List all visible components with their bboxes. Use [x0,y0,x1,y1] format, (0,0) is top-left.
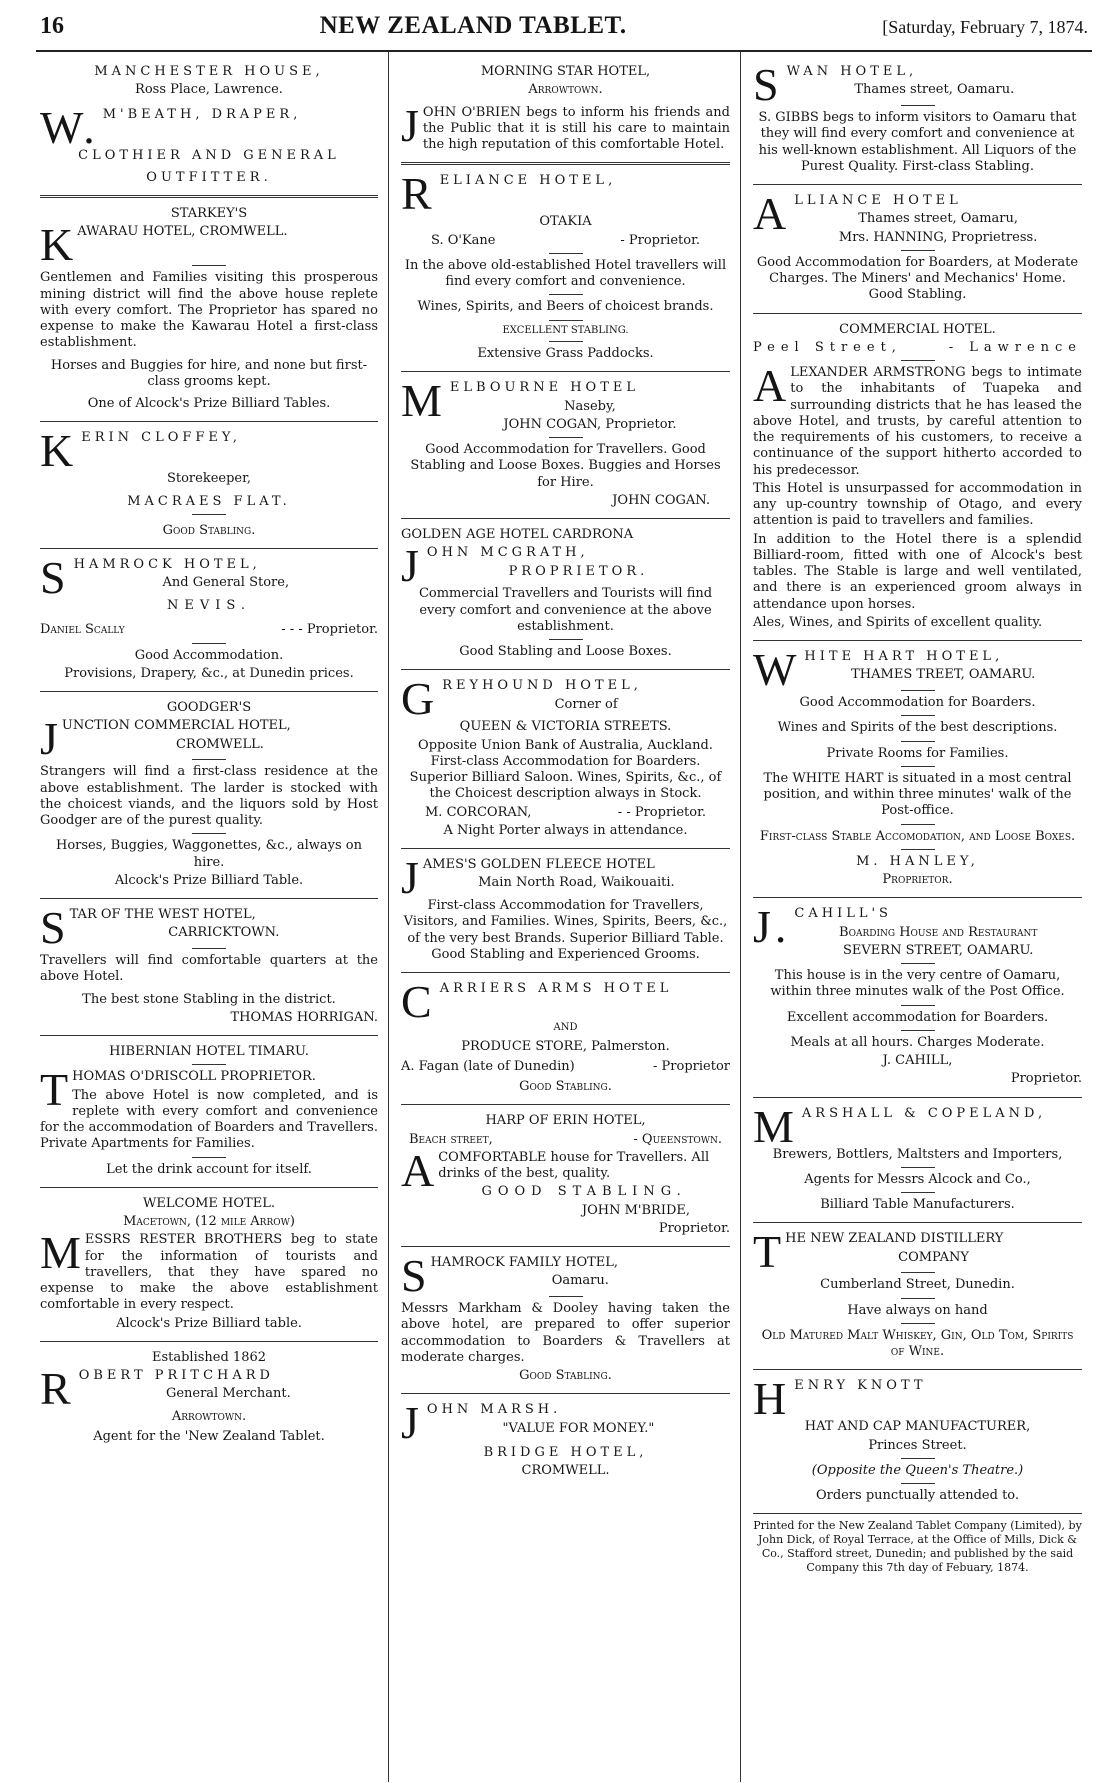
ad-body: OHN O'BRIEN begs to inform his friends and the Public that it is still his care to maintain the high reputation of this comfortable Hotel. [422,104,730,152]
ad-welcome-hotel [40,1188,378,1342]
drop-cap: A [401,1144,435,1196]
ad-line-2: OUTFITTER. [146,169,272,185]
ad-over: STARKEY'S [170,206,248,221]
drop-cap: S [40,552,70,603]
ad-signature: JOHN COGAN. [612,492,710,508]
ad-body: Good Accommodation. [134,647,284,663]
ad-proprietor: Daniel Scally [40,622,125,638]
ad-sub: PRODUCE STORE, Palmerston. [461,1038,670,1054]
drop-cap: H [753,1373,791,1425]
ad-title: HAMROCK FAMILY HOTEL, [430,1255,619,1270]
ad-body: COMFORTABLE house for Travellers. All drinks of the best, quality. [438,1149,710,1181]
drop-cap: R [40,1363,75,1414]
drop-cap: W [753,644,801,695]
ad-place: THAMES TREET, OAMARU. [851,667,1036,683]
ad-proprietor: M. CORCORAN, [425,804,532,820]
ad-foot: Good Stabling. [162,522,256,538]
drop-cap: S [753,59,783,110]
ad-henry-knott [753,1370,1082,1514]
ad-title: ERIN CLOFFEY, [81,430,241,446]
ad-body-4: Extensive Grass Paddocks. [477,346,654,361]
ad-body: Messrs Markham & Dooley having taken the above hotel, are prepared to offer superior accommodation to Boarders & Travellers at moderate charges. [401,1301,730,1365]
ad-foot: A Night Porter always in attendance. [443,822,688,838]
ad-star-of-the-west [40,899,378,1036]
ad-title: ENRY KNOTT [794,1378,927,1394]
ad-place: Main North Road, Waikouaiti. [478,875,675,891]
ad-title: AMES'S GOLDEN FLEECE HOTEL [422,857,655,872]
ad-place: Ross Place, Lawrence. [135,82,283,98]
ad-golden-fleece-hotel [401,849,730,973]
ad-greyhound-hotel [401,670,730,849]
ad-body-3: Alcock's Prize Billiard Table. [114,872,304,888]
ad-kawarau-hotel [40,198,378,422]
ad-golden-age-hotel [401,519,730,670]
ad-title: MANCHESTER HOUSE, [94,64,324,79]
ad-title: LLIANCE HOTEL [794,193,962,208]
ad-body: Good Accommodation for Boarders. [799,695,1036,710]
ad-proprietor: Mrs. HANNING, Proprietress. [838,229,1038,245]
drop-cap: M [40,1227,81,1279]
ad-morning-star-hotel [401,56,730,165]
ad-body-2: Horses and Buggies for hire, and none but first-class grooms kept. [50,357,368,389]
ad-sub: Boarding House and Restaurant [839,924,1038,940]
drop-cap: M [753,1100,798,1152]
drop-cap: A [753,360,787,411]
drop-cap: J [401,1397,423,1449]
ad-street: Peel Street, [753,339,902,355]
ad-body-2: Have always on hand [847,1302,988,1318]
ad-place: Thames street, Oamaru, [858,211,1019,227]
ad-title: ARRIERS ARMS HOTEL [439,981,673,996]
ad-title: ELBOURNE HOTEL [449,380,640,396]
masthead [36,12,1092,52]
ad-street: Beach street, [409,1131,493,1147]
ad-body-4: Ales, Wines, and Spirits of excellent quality. [753,614,1043,630]
ad-title: OHN MARSH. [426,1402,562,1418]
ad-swan-hotel [753,56,1082,185]
drop-cap: T [753,1226,782,1278]
ad-body: Commercial Travellers and Tourists will find every comfort and convenience at the above establishment. [418,586,713,634]
ad-place: Arrowtown. [171,1409,247,1424]
drop-cap: J. [753,901,791,953]
ad-kerin-cloffey [40,422,378,549]
ad-body-5: First-class Stable Accomodation, and Loose Boxes. [759,828,1076,844]
ad-head: HOMAS O'DRISCOLL PROPRIETOR. [72,1069,316,1085]
ad-place: Naseby, [564,398,616,414]
ad-body-3: One of Alcock's Prize Billiard Tables. [87,396,331,411]
ad-nz-distillery [753,1223,1082,1370]
ad-body-3: Private Rooms for Families. [826,745,1009,761]
ad-title: AWARAU HOTEL, CROMWELL. [77,224,288,240]
ad-hotel: BRIDGE HOTEL, [483,1444,648,1460]
ad-body-3: In addition to the Hotel there is a splendid Billiard-room, fitted with one of Alcock's best tables. The Stable is large and well ventilated, and there is an experienced groom always in attendance upon horses. [753,531,1082,612]
ad-note: (Opposite the Queen's Theatre.) [811,1462,1024,1478]
ad-title: HARP OF ERIN HOTEL, [485,1113,646,1129]
ad-signature: THOMAS HORRIGAN. [230,1009,378,1025]
issue-date: [Saturday, February 7, 1874. [882,17,1088,37]
ad-line: CLOTHIER AND GENERAL [78,147,340,163]
ad-body: Good Accommodation for Boarders, at Moderate Charges. The Miners' and Mechanics' Home. Good Stabling. [756,254,1079,303]
ad-sub: Corner of [554,696,618,712]
ad-marshall-copeland [753,1098,1082,1224]
ad-title: TAR OF THE WEST HOTEL, [69,907,256,922]
ad-sub: And General Store, [162,575,290,591]
ad-place: NEVIS. [167,598,251,613]
ad-body: This house is in the very centre of Oamaru, within three minutes walk of the Post Office. [770,968,1065,1000]
ad-body-2: GOOD STABLING. [481,1184,687,1200]
ad-proprietor: A. Fagan (late of Dunedin) [401,1058,575,1074]
ad-foot: Good Stabling. [519,1079,612,1094]
ad-reliance-hotel [401,165,730,372]
ad-body-2: This Hotel is unsurpassed for accommodation in any up-country township of Otago, and every attention is paid to travellers and families. [753,480,1082,529]
ad-white-hart-hotel [753,641,1082,898]
ad-commercial-hotel [753,314,1082,642]
ad-shamrock-hotel [40,549,378,692]
drop-cap: S [401,1250,427,1301]
ad-place: CROMWELL. [175,736,264,752]
ad-body-2: Excellent accommodation for Boarders. [786,1009,1049,1025]
ad-title: HAMROCK HOTEL, [73,557,261,572]
ad-signature-2: Proprietor. [882,872,953,887]
ad-junction-hotel [40,692,378,899]
ad-proprietor-label: - - - Proprietor. [281,622,378,638]
ad-foot: Agent for the 'New Zealand Tablet. [93,1429,325,1445]
ad-town: - Queenstown. [633,1131,722,1147]
ad-sub: Storekeeper, [166,471,252,487]
ad-body: Brewers, Bottlers, Maltsters and Importers, [772,1146,1063,1162]
ad-body: Good Accommodation for Travellers. Good Stabling and Loose Boxes. Buggies and Horses for Hire. [410,442,721,490]
ad-place: Princes Street. [868,1437,967,1453]
ad-body-2: Wines and Spirits of the best descriptions. [777,720,1058,736]
ad-place: Arrowtown. [528,82,603,98]
drop-cap: C [401,976,436,1027]
ad-cahills-boarding-house [753,898,1082,1097]
ad-title: WAN HOTEL, [786,64,918,79]
ad-body: The above Hotel is now completed, and is replete with every comfort and convenience for the accommodation of Boarders and Travellers. Private Apartments for Families. [40,1087,378,1152]
ad-place: OTAKIA [539,214,592,230]
ad-name: M'BEATH, DRAPER, [102,106,302,122]
drop-cap: W. [40,101,99,153]
drop-cap: G [401,673,439,725]
ad-hibernian-hotel [40,1036,378,1188]
ad-title: HITE HART HOTEL, [804,649,1004,664]
ad-place: SEVERN STREET, OAMARU. [843,942,1034,958]
ad-title: MORNING STAR HOTEL, [480,64,651,79]
drop-cap: J [401,852,419,903]
drop-cap: K [40,425,78,477]
ad-place: CARRICKTOWN. [168,925,280,941]
ad-place: Thames street, Oamaru. [854,82,1015,98]
columns [36,52,1092,1782]
ad-role: PROPRIETOR. [508,563,649,579]
ad-harp-of-erin-hotel [401,1105,730,1247]
ad-body-2: Provisions, Drapery, &c., at Dunedin prices. [64,665,354,681]
ad-over: Established 1862 [151,1349,267,1365]
ad-signature: JOHN M'BRIDE, [581,1202,690,1218]
ad-place: Macetown, (12 mile Arrow) [123,1214,295,1229]
ad-body: First-class Accommodation for Travellers, Visitors, and Families. Wines, Spirits, Beers, &c., of the very best Brands. Superior Billiard Table. Good Stabling and Experienced Grooms. [403,898,728,962]
ad-body-3: Billiard Table Manufacturers. [820,1197,1015,1212]
ad-and: AND [553,1022,578,1033]
column-2 [388,52,740,1782]
ad-name: OHN MCGRATH, [426,545,589,561]
ad-body-4: The WHITE HART is situated in a most central position, and within three minutes' walk of the Post-office. [763,770,1072,819]
ad-title: GOLDEN AGE HOTEL CARDRONA [401,527,634,542]
ad-proprietor-label: - Proprietor. [620,232,700,248]
ad-sub: General Merchant. [165,1386,291,1402]
ad-title: COMMERCIAL HOTEL. [839,321,996,337]
column-1 [36,52,388,1782]
ad-town: - Lawrence [948,339,1082,355]
ad-title-2: COMPANY [898,1249,969,1265]
ad-place: MACRAES FLAT. [127,493,291,509]
ad-signature-2: Proprietor. [658,1220,730,1236]
ad-proprietor-label: - - Proprietor. [617,804,706,820]
drop-cap: J [401,540,423,592]
drop-cap: M [401,375,446,427]
ad-body-2: Wines, Spirits, and Beers of choicest brands. [417,299,714,315]
ad-shamrock-family-hotel [401,1247,730,1394]
ad-body: ESSRS RESTER BROTHERS beg to state for the information of tourists and travellers, that they have spared no expense to make the above establishment comfortable in every respect. [40,1232,378,1313]
ad-title: CAHILL'S [794,906,892,922]
drop-cap: K [40,219,74,271]
ad-robert-pritchard [40,1342,378,1455]
page-number: 16 [40,13,64,39]
ad-body: In the above old-established Hotel travellers will find every comfort and convenience. [404,257,727,289]
ad-alliance-hotel [753,185,1082,314]
ad-title: ARSHALL & COPELAND, [801,1105,1047,1121]
ad-title: HIBERNIAN HOTEL TIMARU. [109,1044,309,1059]
ad-title: WELCOME HOTEL. [143,1195,275,1211]
ad-body: Strangers will find a first-class residence at the above establishment. The larder is stocked with the choicest viands, and the liquors sold by Host Goodger are of the purest quality. [40,764,378,828]
ad-manchester-house [40,56,378,198]
ad-foot: Let the drink account for itself. [106,1161,312,1177]
drop-cap: R [401,168,436,220]
ad-body-2: Good Stabling and Loose Boxes. [459,644,672,659]
drop-cap: J [40,713,58,765]
ad-motto: "VALUE FOR MONEY." [502,1420,655,1436]
ad-body: S. GIBBS begs to inform visitors to Oamaru that they will find every comfort and convenience at his well-known establishment. All Liquors of the Purest Quality. First-class Stabling. [758,110,1077,174]
ad-sub: HAT AND CAP MANUFACTURER, [804,1419,1031,1435]
newspaper-title: NEW ZEALAND TABLET. [319,12,627,39]
ad-place: CROMWELL. [521,1463,610,1478]
ad-signature: M. HANLEY, [856,853,979,869]
ad-body-3: EXCELLENT STABLING. [502,324,629,336]
ad-foot: Alcock's Prize Billiard table. [116,1315,302,1331]
drop-cap: T [40,1064,69,1116]
drop-cap: S [40,902,66,953]
ad-signature-2: Proprietor. [1010,1071,1082,1087]
ad-proprietor-label: - Proprietor [653,1058,730,1074]
ad-proprietor: S. O'Kane [431,232,496,248]
ad-body: LEXANDER ARMSTRONG begs to intimate to the inhabitants of Tuapeka and surrounding districts that he has leased the above Hotel, and trusts, by careful attention to the requirements of his customers, to receive a continuance of the support hitherto accorded to his predecessor. [753,365,1082,478]
ad-title: HE NEW ZEALAND DISTILLERY [785,1231,1004,1247]
ad-body-2: Agents for Messrs Alcock and Co., [804,1171,1031,1187]
ad-body: Gentlemen and Families visiting this prosperous mining district will find the above house replete with every comfort. The Proprietor has spared no expense to make the Kawarau Hotel a first-class establishment. [40,270,378,351]
ad-foot: Orders punctually attended to. [815,1488,1020,1503]
ad-proprietor: JOHN COGAN, Proprietor. [503,416,677,432]
ad-foot: Good Stabling. [519,1368,612,1383]
column-3 [740,52,1092,1782]
drop-cap: A [753,188,791,239]
ad-body-2: The best stone Stabling in the district. [82,991,336,1007]
ad-body-3: Old Matured Malt Whiskey, Gin, Old Tom, Spirits of Wine. [761,1327,1074,1359]
ad-body: Cumberland Street, Dunedin. [820,1277,1015,1293]
ad-title: OBERT PRITCHARD [78,1368,274,1383]
ad-title: REYHOUND HOTEL, [442,678,642,694]
ad-body: Opposite Union Bank of Australia, Auckland. First-class Accommodation for Boarders. Superior Billiard Saloon. Wines, Spirits, &c., of the Choicest description always in Stock. [409,737,722,802]
ad-melbourne-hotel [401,372,730,519]
ad-over: GOODGER'S [166,700,252,715]
ad-place: Oamaru. [551,1273,609,1289]
drop-cap: J [401,99,419,151]
ad-signature: J. CAHILL, [882,1053,953,1068]
ad-body: Travellers will find comfortable quarters at the above Hotel. [40,953,378,985]
ad-carriers-arms-hotel [401,973,730,1105]
ad-john-marsh [401,1394,730,1488]
ad-title: ELIANCE HOTEL, [439,173,617,189]
ad-body-2: Horses, Buggies, Waggonettes, &c., always on hire. [55,838,362,870]
ad-body-3: Meals at all hours. Charges Moderate. [790,1034,1045,1050]
ad-title: UNCTION COMMERCIAL HOTEL, [61,718,291,734]
ad-streets: QUEEN & VICTORIA STREETS. [459,719,672,735]
printer-imprint: Printed for the New Zealand Tablet Company (Limited), by John Dick, of Royal Terrace, at the Office of Mills, Dick & Co., Stafford street, Dunedin; and published by the said Company this 7th day of Febuary, 1874. [753,1519,1082,1574]
